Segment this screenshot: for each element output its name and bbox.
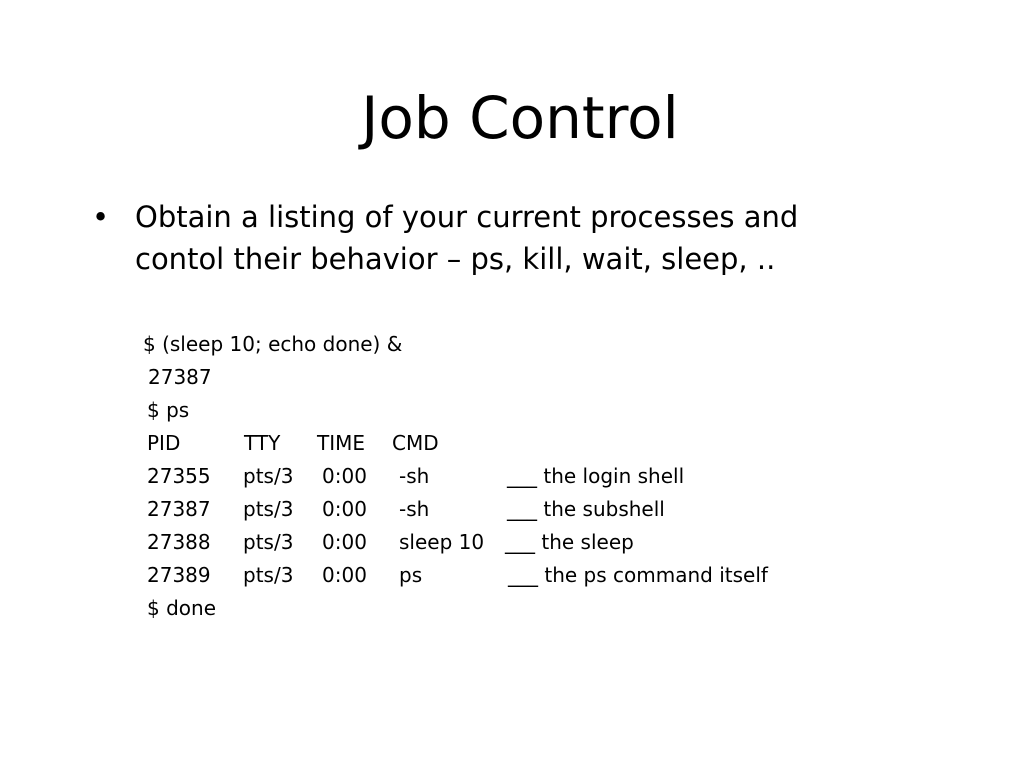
ps-row-time: 0:00 bbox=[322, 497, 367, 521]
terminal-command-ps: $ ps bbox=[147, 398, 190, 422]
ps-row-tty: pts/3 bbox=[243, 530, 294, 554]
ps-row-cmd: -sh bbox=[399, 464, 430, 488]
ps-row-tty: pts/3 bbox=[243, 497, 294, 521]
ps-row-note: ___ the ps command itself bbox=[508, 563, 768, 587]
bullet-marker: • bbox=[92, 200, 110, 234]
ps-row-time: 0:00 bbox=[322, 563, 367, 587]
slide-title: Job Control bbox=[361, 84, 679, 152]
ps-row-time: 0:00 bbox=[322, 530, 367, 554]
ps-row-note: ___ the login shell bbox=[507, 464, 685, 488]
ps-row-pid: 27355 bbox=[147, 464, 211, 488]
ps-header-pid: PID bbox=[147, 431, 181, 455]
ps-row-time: 0:00 bbox=[322, 464, 367, 488]
ps-row-pid: 27388 bbox=[147, 530, 211, 554]
ps-header-tty: TTY bbox=[244, 431, 281, 455]
terminal-command-sleep: $ (sleep 10; echo done) & bbox=[143, 332, 403, 356]
ps-row-tty: pts/3 bbox=[243, 563, 294, 587]
ps-row-cmd: -sh bbox=[399, 497, 430, 521]
ps-row-pid: 27387 bbox=[147, 497, 211, 521]
ps-row-pid: 27389 bbox=[147, 563, 211, 587]
ps-header-time: TIME bbox=[317, 431, 366, 455]
terminal-pid-output: 27387 bbox=[148, 365, 212, 389]
bullet-line-1: Obtain a listing of your current processes and bbox=[135, 200, 799, 234]
ps-row-note: ___ the subshell bbox=[507, 497, 665, 521]
ps-row-cmd: ps bbox=[399, 563, 423, 587]
ps-row-note: ___ the sleep bbox=[505, 530, 634, 554]
terminal-done-output: $ done bbox=[147, 596, 216, 620]
ps-header-cmd: CMD bbox=[392, 431, 439, 455]
bullet-line-2: contol their behavior – ps, kill, wait, sleep, .. bbox=[135, 242, 776, 276]
ps-row-tty: pts/3 bbox=[243, 464, 294, 488]
ps-row-cmd: sleep 10 bbox=[399, 530, 485, 554]
